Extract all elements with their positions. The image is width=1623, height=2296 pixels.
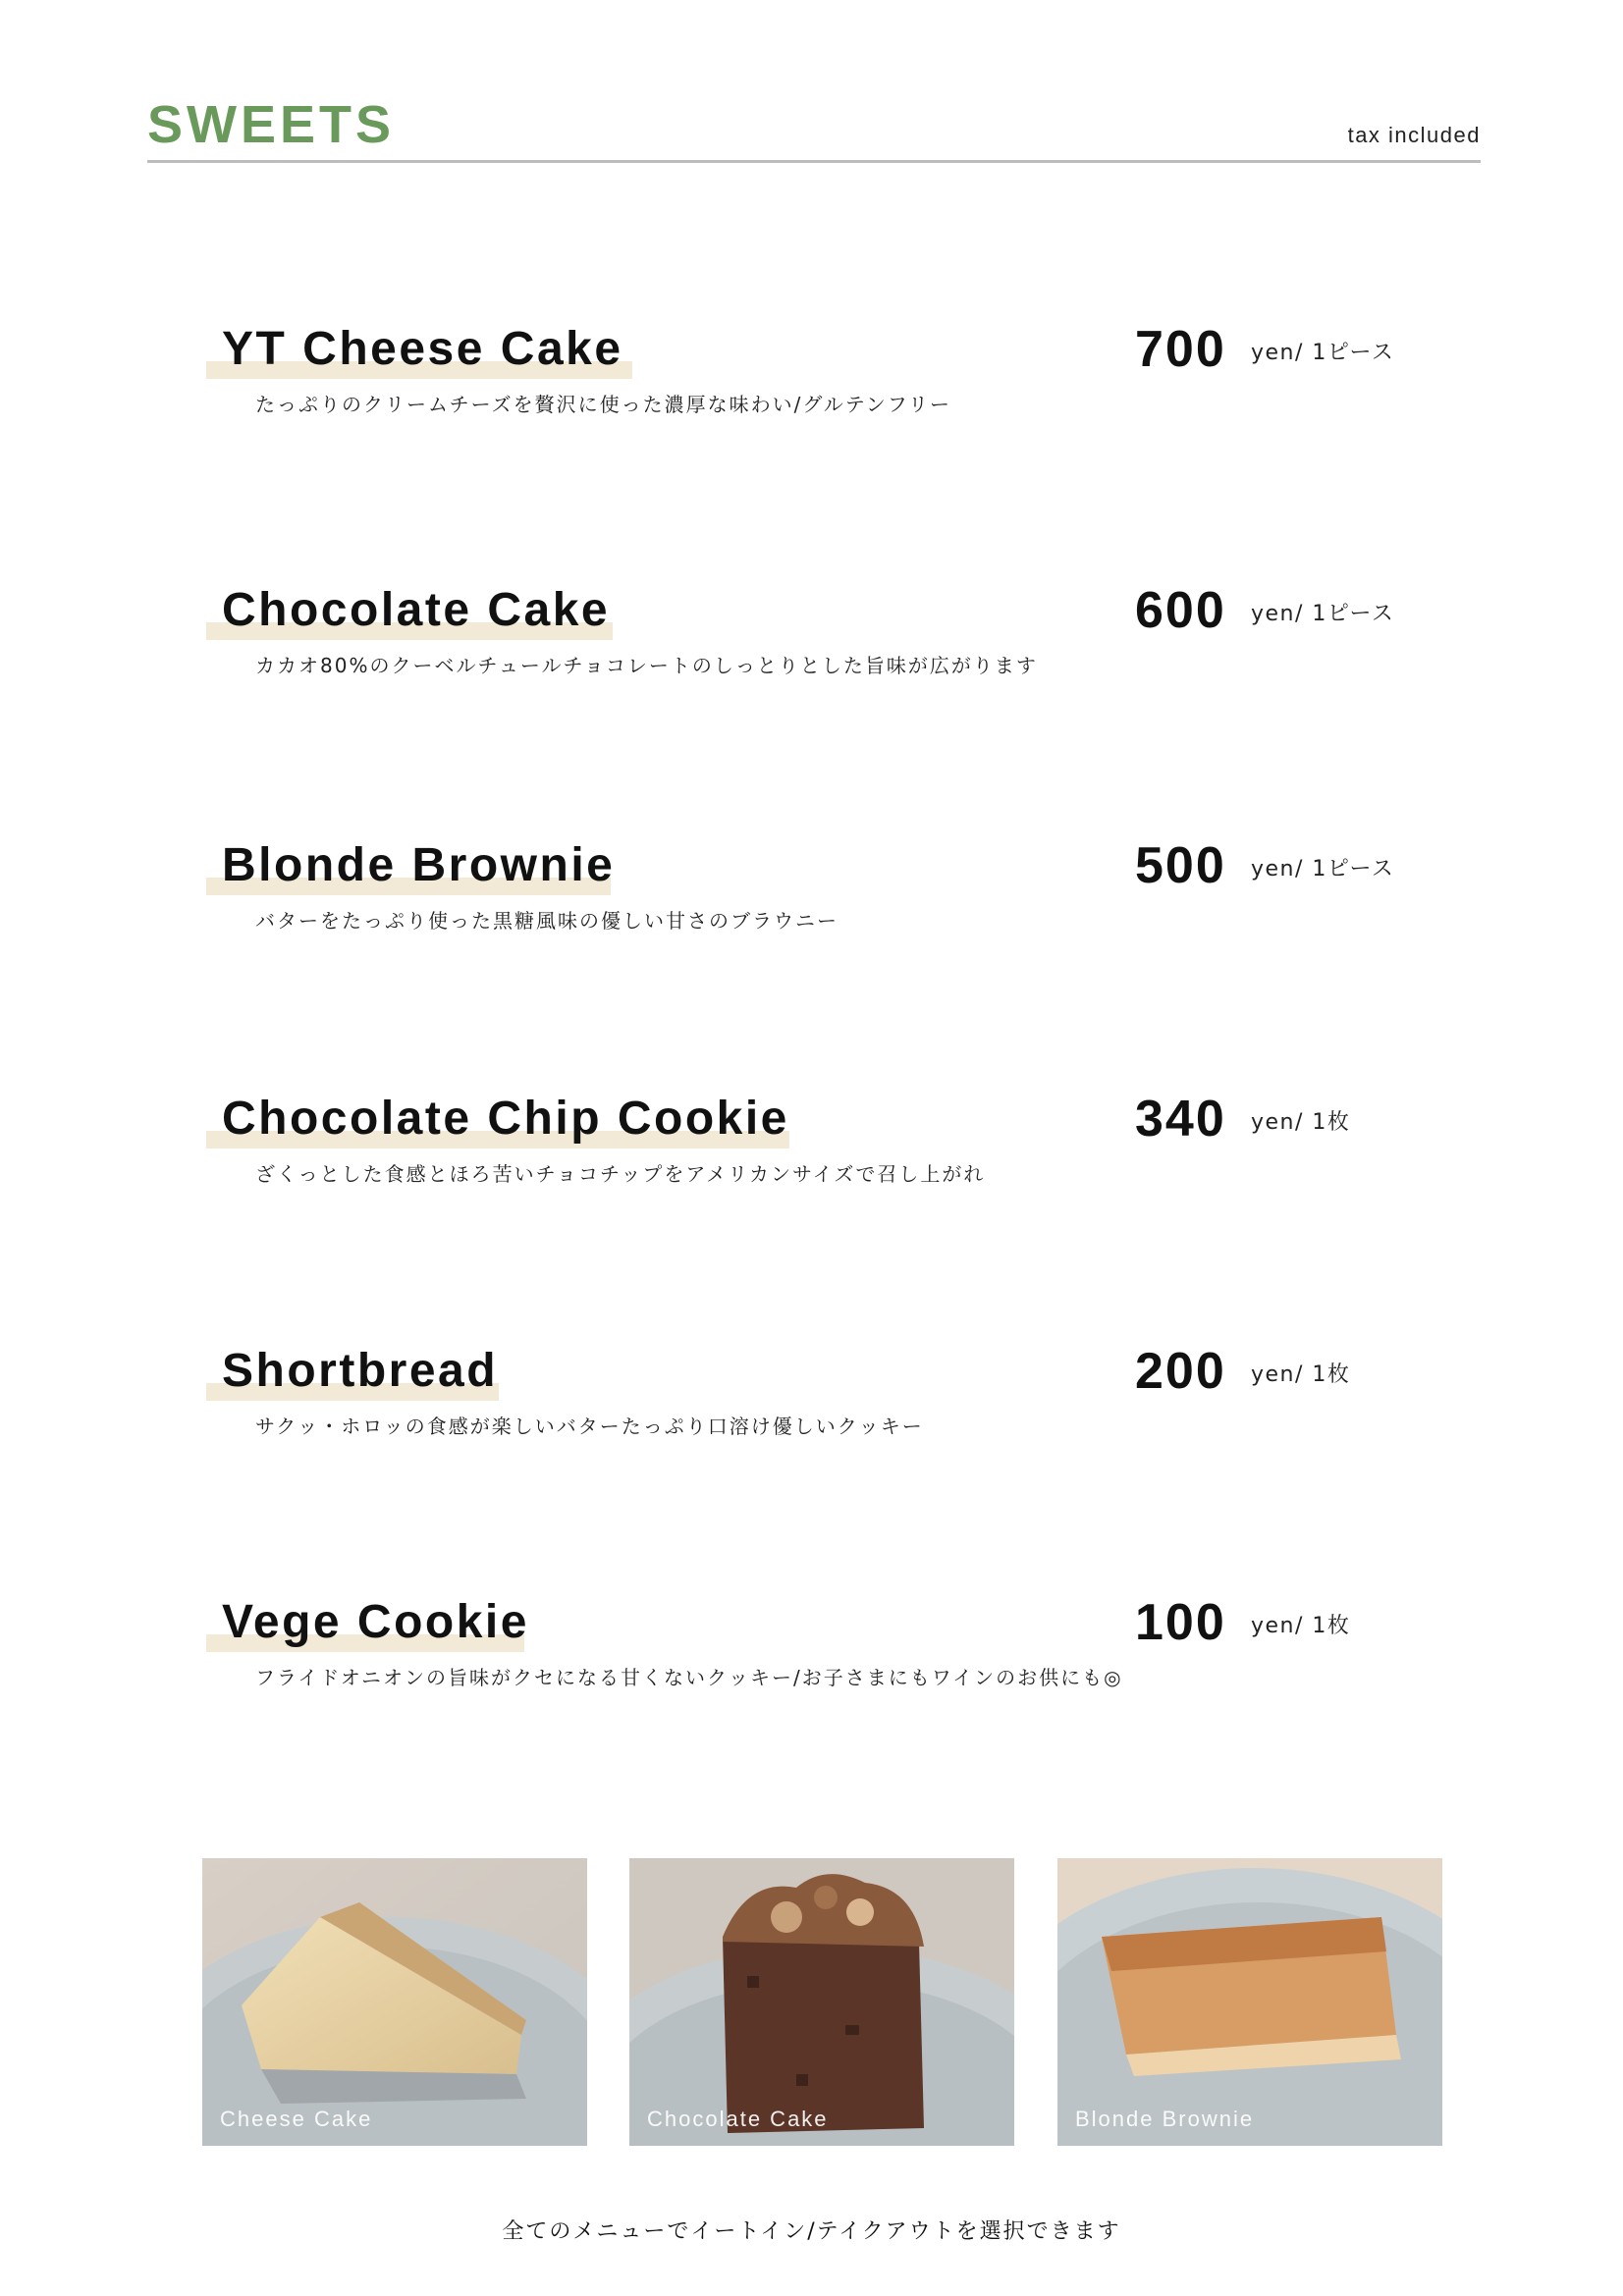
photo-label: Blonde Brownie (1075, 2107, 1255, 2131)
item-unit: yen/ 1枚 (1251, 1110, 1351, 1135)
item-name: YT Cheese Cake (222, 323, 623, 375)
section-title: SWEETS (147, 95, 396, 154)
menu-header (147, 93, 1481, 164)
item-description: サクッ・ホロッの食感が楽しいバターたっぷり口溶け優しいクッキー (255, 1415, 924, 1438)
photo-label: Chocolate Cake (647, 2107, 829, 2131)
blonde-brownie-image (1057, 1858, 1442, 2146)
menu-item (206, 1090, 1414, 1237)
item-name: Chocolate Cake (222, 584, 611, 636)
menu-item (206, 1342, 1414, 1489)
footer-note: 全てのメニューでイートイン/テイクアウトを選択できます (502, 2219, 1121, 2244)
photo-blonde-brownie (1057, 1858, 1442, 2146)
photo-chocolate-cake (629, 1858, 1014, 2146)
menu-item (206, 320, 1414, 467)
chocolate-cake-image (629, 1858, 1014, 2146)
header-divider (147, 160, 1481, 163)
item-name: Chocolate Chip Cookie (222, 1093, 789, 1145)
item-description: ざくっとした食感とほろ苦いチョコチップをアメリカンサイズで召し上がれ (255, 1162, 986, 1186)
menu-item (206, 836, 1414, 984)
item-unit: yen/ 1ピース (1251, 341, 1395, 365)
item-name: Blonde Brownie (222, 839, 616, 891)
tax-note: tax included (1347, 123, 1481, 147)
item-description: たっぷりのクリームチーズを贅沢に使った濃厚な味わい/グルテンフリー (255, 393, 951, 416)
item-name: Vege Cookie (222, 1596, 529, 1648)
item-price: 200 (1135, 1343, 1226, 1400)
item-price: 100 (1135, 1594, 1226, 1651)
photo-cheese-cake (202, 1858, 587, 2146)
item-description: フライドオニオンの旨味がクセになる甘くないクッキー/お子さまにもワインのお供にも◎ (255, 1666, 1123, 1689)
item-price: 700 (1135, 321, 1226, 378)
item-unit: yen/ 1枚 (1251, 1614, 1351, 1638)
item-name: Shortbread (222, 1345, 499, 1397)
item-description: バターをたっぷり使った黒糖風味の優しい甘さのブラウニー (255, 909, 839, 933)
cheese-cake-image (202, 1858, 587, 2146)
item-price: 340 (1135, 1091, 1226, 1148)
item-price: 600 (1135, 582, 1226, 639)
menu-item (206, 1593, 1414, 1740)
item-unit: yen/ 1ピース (1251, 857, 1395, 881)
menu-item (206, 581, 1414, 728)
item-unit: yen/ 1ピース (1251, 602, 1395, 626)
item-unit: yen/ 1枚 (1251, 1362, 1351, 1387)
item-price: 500 (1135, 837, 1226, 894)
photo-label: Cheese Cake (220, 2107, 373, 2131)
item-description: カカオ80%のクーベルチュールチョコレートのしっとりとした旨味が広がります (255, 654, 1038, 677)
